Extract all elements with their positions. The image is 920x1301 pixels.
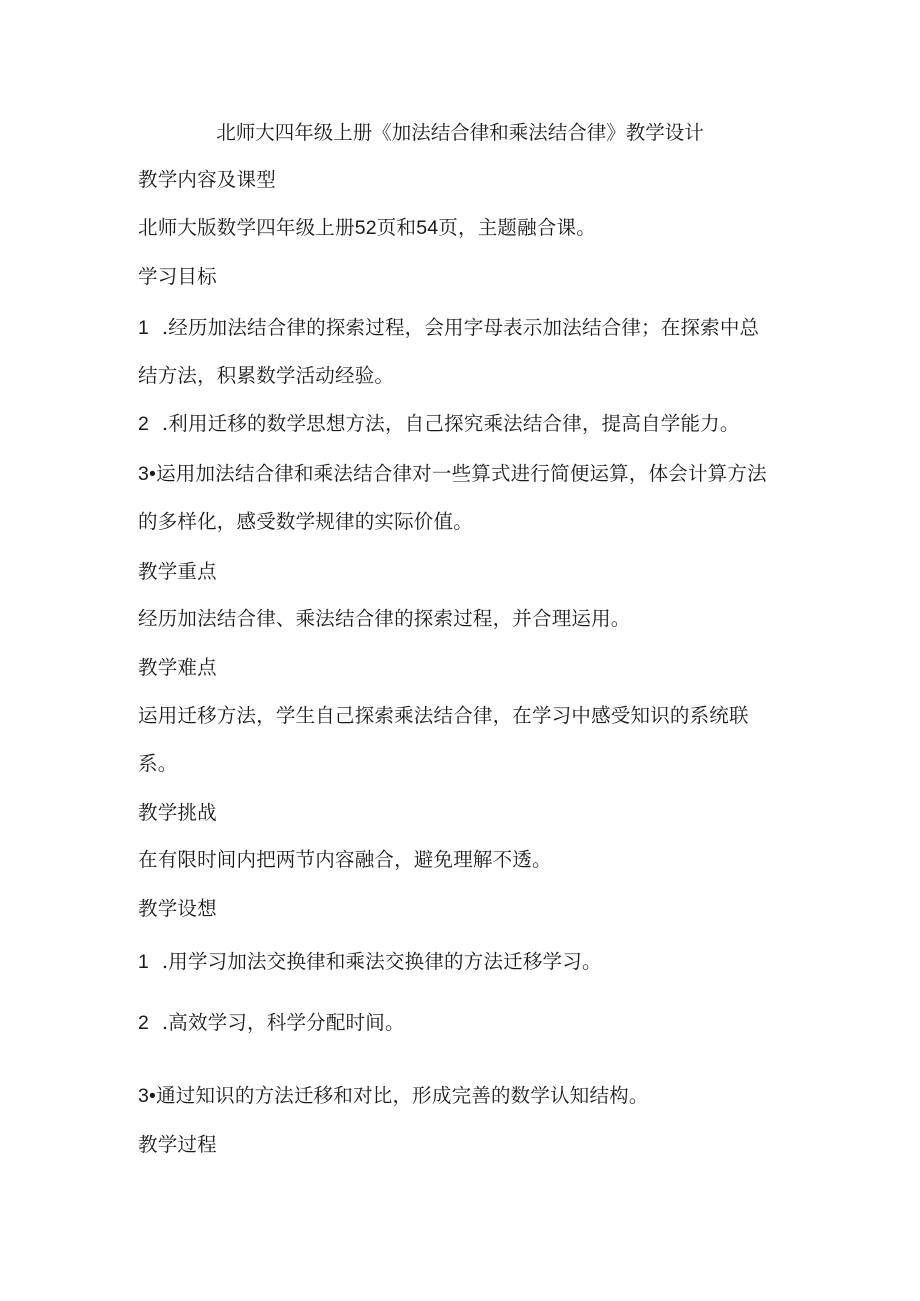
challenge-text: 在有限时间内把两节内容融合，避免理解不透。 bbox=[138, 848, 552, 871]
heading-difficulty: 教学难点 bbox=[138, 656, 217, 679]
goal-1-number: 1 bbox=[138, 317, 150, 339]
difficulty-line-1: 运用迁移方法，学生自己探索乘法结合律，在学习中感受知识的系统联 bbox=[138, 704, 749, 727]
content-text-b: 页和 bbox=[376, 216, 417, 239]
idea-1-line bbox=[138, 950, 602, 974]
goal-1-line-1 bbox=[138, 316, 759, 340]
idea-2-line bbox=[138, 1011, 405, 1035]
document-title: 北师大四年级上册《加法结合律和乘法结合律》教学设计 bbox=[216, 121, 704, 144]
goal-3-line-1 bbox=[138, 462, 767, 486]
key-point-text: 经历加法结合律、乘法结合律的探索过程，并合理运用。 bbox=[138, 607, 631, 630]
goal-2-number: 2 bbox=[138, 413, 150, 435]
heading-idea: 教学设想 bbox=[138, 897, 217, 920]
goal-1-text: .经历加法结合律的探索过程，会用字母表示加法结合律；在探索中总 bbox=[161, 316, 760, 339]
heading-content: 教学内容及课型 bbox=[138, 168, 276, 191]
heading-challenge: 教学挑战 bbox=[138, 801, 217, 824]
heading-goals: 学习目标 bbox=[138, 265, 217, 288]
idea-3-number: 3• bbox=[138, 1085, 157, 1107]
idea-1-text: .用学习加法交换律和乘法交换律的方法迁移学习。 bbox=[161, 950, 602, 973]
content-page-2: 54 bbox=[416, 217, 439, 239]
goal-3-line-2: 的多样化，感受数学规律的实际价值。 bbox=[138, 510, 473, 533]
idea-3-text: 通过知识的方法迁移和对比，形成完善的数学认知结构。 bbox=[156, 1084, 649, 1107]
goal-1-line-2: 结方法，积累数学活动经验。 bbox=[138, 364, 395, 387]
goal-2-line bbox=[138, 412, 740, 436]
content-text-a: 北师大版数学四年级上册 bbox=[138, 216, 355, 239]
heading-process: 教学过程 bbox=[138, 1133, 217, 1156]
content-text bbox=[138, 216, 596, 240]
goal-3-number: 3• bbox=[138, 463, 157, 485]
idea-3-line bbox=[138, 1084, 649, 1108]
content-text-c: 页，主题融合课。 bbox=[438, 216, 596, 239]
idea-2-number: 2 bbox=[138, 1012, 150, 1034]
goal-3-text: 运用加法结合律和乘法结合律对一些算式进行简便运算，体会计算方法 bbox=[156, 462, 767, 485]
idea-1-number: 1 bbox=[138, 951, 150, 973]
heading-key-point: 教学重点 bbox=[138, 560, 217, 583]
difficulty-line-2: 系。 bbox=[138, 752, 178, 775]
goal-2-text: .利用迁移的数学思想方法，自己探究乘法结合律，提高自学能力。 bbox=[161, 412, 740, 435]
idea-2-text: .高效学习，科学分配时间。 bbox=[161, 1011, 405, 1034]
content-page-1: 52 bbox=[354, 217, 377, 239]
